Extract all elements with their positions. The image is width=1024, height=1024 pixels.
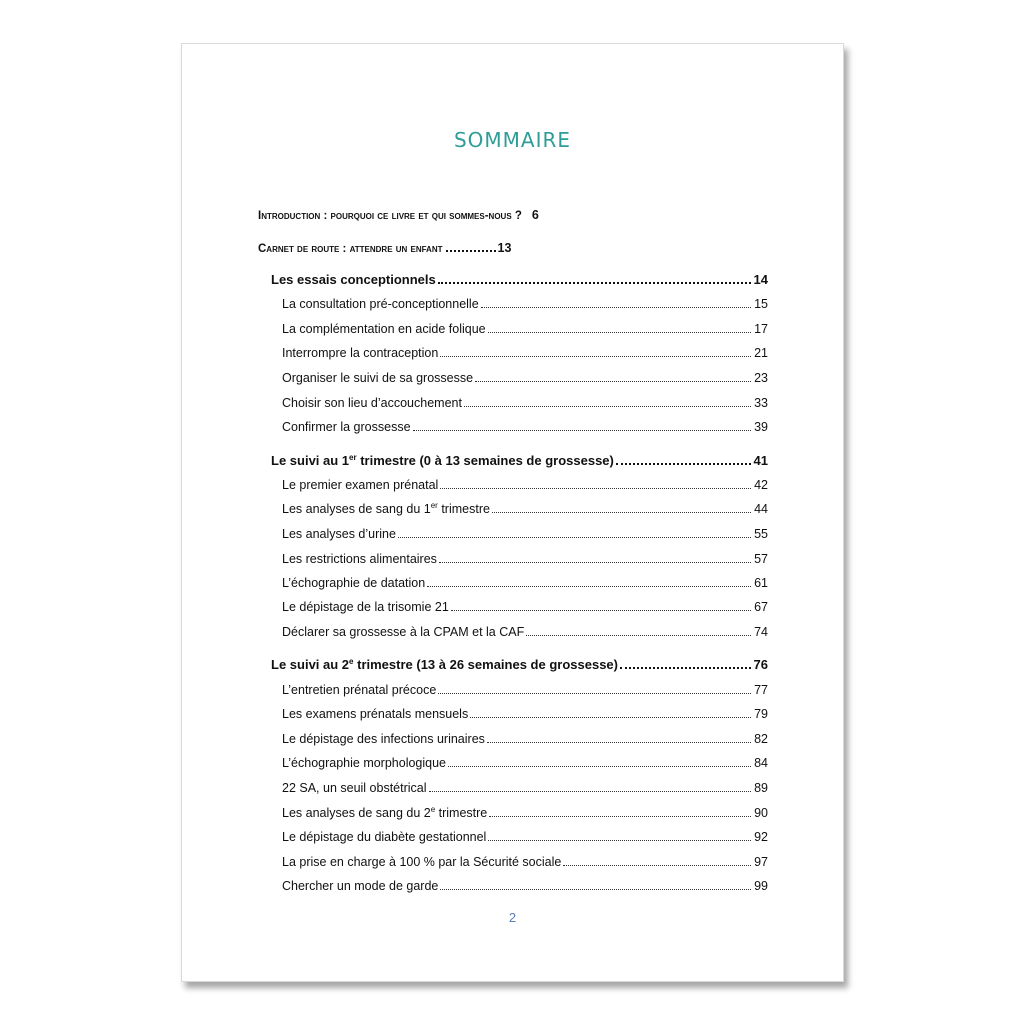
toc-section-title: Les examens prénatals mensuels [282,707,469,721]
page-number: 2 [508,910,517,925]
toc-leader [446,250,496,252]
toc-leader [438,282,751,284]
toc-leader [440,889,751,890]
toc-section-title: Chercher un mode de garde [282,879,439,893]
toc-section[interactable] [282,551,768,567]
toc-section[interactable] [282,501,768,517]
toc-part-carnet[interactable] [258,240,511,257]
toc-leader [440,356,751,357]
toc-section-title: Déclarer sa grossesse à la CPAM et la CAF [282,625,525,639]
toc-chapter-title: Le suivi au 1er trimestre (0 à 13 semaines de grossesse) [271,453,614,468]
toc-section[interactable] [282,624,768,640]
toc-page-number: 89 [754,781,768,795]
toc-leader [470,717,751,718]
toc-part-title: Introduction : pourquoi ce livre et qui sommes-nous ? [258,210,522,222]
toc-section[interactable] [282,419,768,435]
toc-leader [440,488,751,489]
toc-page-number: 21 [754,346,768,360]
toc-leader [429,791,752,792]
toc-page-number: 90 [754,806,768,820]
toc-leader [481,307,751,308]
toc-leader [438,693,751,694]
toc-page-number: 14 [753,272,768,287]
toc-section-title: Le premier examen prénatal [282,478,439,492]
toc-section-title: La complémentation en acide folique [282,322,486,336]
document-page [181,43,844,982]
toc-section-title: Les analyses de sang du 1er trimestre [282,501,490,516]
toc-leader [413,430,752,431]
toc-chapter-title: Le suivi au 2e trimestre (13 à 26 semaines de grossesse) [271,657,618,672]
toc-leader [439,562,751,563]
toc-leader [526,635,751,636]
page-title: SOMMAIRE [453,128,572,152]
toc-page-number: 55 [754,527,768,541]
toc-page-number: 42 [754,478,768,492]
toc-page-number: 67 [754,600,768,614]
toc-section[interactable] [282,878,768,894]
toc-page-number: 82 [754,732,768,746]
toc-section[interactable] [282,780,768,796]
toc-section[interactable] [282,477,768,493]
toc-section[interactable] [282,829,768,845]
toc-page-number: 92 [754,830,768,844]
toc-page-number: 23 [754,371,768,385]
toc-section-title: La consultation pré-conceptionnelle [282,297,479,311]
toc-page-number: 57 [754,552,768,566]
toc-leader [427,586,751,587]
toc-section[interactable] [282,395,768,411]
toc-chapter-title: Les essais conceptionnels [271,272,436,287]
toc-page-number: 84 [754,756,768,770]
toc-section-title: Les restrictions alimentaires [282,552,437,566]
toc-section[interactable] [282,854,768,870]
toc-page-number: 77 [754,683,768,697]
toc-section[interactable] [282,599,768,615]
toc-section[interactable] [282,321,768,337]
toc-section[interactable] [282,706,768,722]
toc-section-title: Interrompre la contraception [282,346,439,360]
toc-section[interactable] [282,755,768,771]
toc-section[interactable] [282,345,768,361]
toc-page-number: 13 [497,241,512,255]
toc-leader [616,463,751,465]
toc-section-title: Le dépistage de la trisomie 21 [282,600,449,614]
toc-page-number: 79 [754,707,768,721]
toc-page-number: 15 [754,297,768,311]
toc-chapter-trimestre-1[interactable] [271,453,768,469]
toc-leader [487,742,751,743]
toc-leader [492,512,751,513]
toc-section[interactable] [282,731,768,747]
toc-section-title: L’entretien prénatal précoce [282,683,437,697]
toc-page-number: 61 [754,576,768,590]
toc-page-number: 76 [753,657,768,672]
toc-chapter-trimestre-2[interactable] [271,657,768,673]
toc-page-number: 33 [754,396,768,410]
toc-leader [464,406,751,407]
toc-page-number: 44 [754,502,768,516]
toc-section[interactable] [282,682,768,698]
toc-leader [563,865,751,866]
toc-section[interactable] [282,296,768,312]
toc-section[interactable] [282,526,768,542]
toc-leader [475,381,751,382]
toc-page-number: 74 [754,625,768,639]
toc-section[interactable] [282,805,768,821]
toc-chapter-essais[interactable] [271,272,768,288]
toc-section-title: Le dépistage du diabète gestationnel [282,830,487,844]
toc-leader [488,332,751,333]
toc-leader [489,816,751,817]
toc-section-title: Le dépistage des infections urinaires [282,732,485,746]
toc-leader [398,537,751,538]
toc-leader [451,610,751,611]
toc-section-title: Les analyses de sang du 2e trimestre [282,805,488,820]
toc-section[interactable] [282,575,768,591]
toc-section-title: Organiser le suivi de sa grossesse [282,371,474,385]
toc-page-number: 97 [754,855,768,869]
toc-page-number: 99 [754,879,768,893]
toc-leader [448,766,751,767]
toc-part-title: Carnet de route : attendre un enfant [258,243,443,255]
toc-page-number: 39 [754,420,768,434]
toc-section-title: La prise en charge à 100 % par la Sécurité sociale [282,855,562,869]
toc-part-introduction[interactable] [258,207,539,224]
toc-section-title: Choisir son lieu d’accouchement [282,396,462,410]
toc-page-number: 17 [754,322,768,336]
toc-page-number: 6 [531,208,539,222]
toc-section-title: L’échographie morphologique [282,756,447,770]
toc-section-title: Les analyses d’urine [282,527,396,541]
toc-section[interactable] [282,370,768,386]
toc-leader [488,840,751,841]
toc-section-title: L’échographie de datation [282,576,426,590]
toc-section-title: Confirmer la grossesse [282,420,411,434]
toc-leader [620,667,751,669]
toc-section-title: 22 SA, un seuil obstétrical [282,781,427,795]
toc-page-number: 41 [753,453,768,468]
